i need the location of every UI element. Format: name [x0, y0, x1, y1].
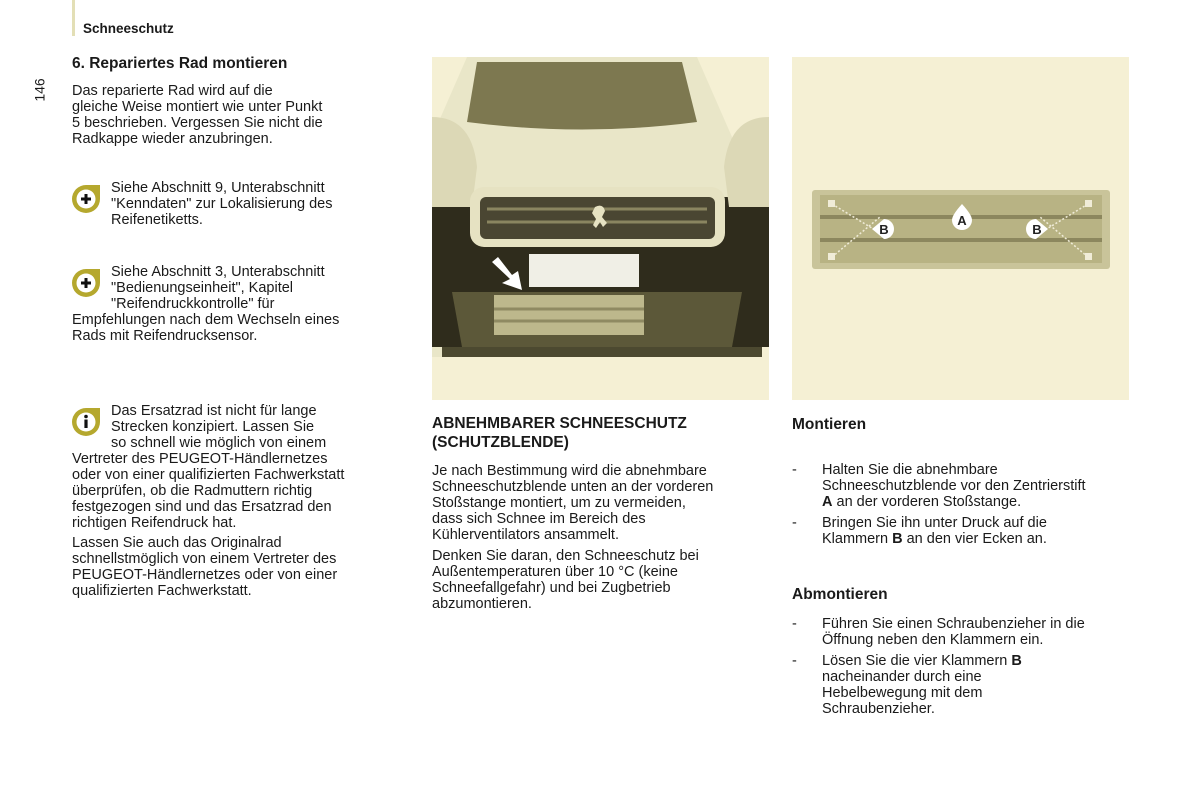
text-line: Stoßstange montiert, um zu vermeiden,	[432, 495, 686, 511]
text-line: "Reifendruckkontrolle" für	[111, 296, 275, 312]
paragraph	[72, 535, 344, 599]
paragraph	[432, 463, 713, 543]
text-line: Außentemperaturen über 10 °C (keine	[432, 564, 678, 580]
bullet-dash: -	[792, 462, 797, 478]
text-line: Empfehlungen nach dem Wechseln eines	[72, 312, 340, 328]
text-line: oder von einer qualifizierten Fachwerkstatt	[72, 467, 345, 483]
text-line: schnellstmöglich von einem Vertreter des	[72, 551, 337, 567]
section-title: Schneeschutz	[83, 21, 174, 36]
text-line: Siehe Abschnitt 3, Unterabschnitt	[111, 264, 325, 280]
note-text-full	[72, 312, 339, 344]
bold-reference: B	[1011, 653, 1022, 669]
paragraph	[432, 548, 699, 612]
paragraph	[72, 83, 323, 147]
text-line: nacheinander durch eine	[822, 669, 982, 685]
label-b-right: B	[1032, 222, 1042, 237]
text-line: (SCHUTZBLENDE)	[432, 434, 569, 451]
text-line: Führen Sie einen Schraubenzieher in die	[822, 616, 1085, 632]
note-text	[111, 180, 333, 228]
text-line: Lösen Sie die vier Klammern B	[822, 653, 1022, 669]
text-line: festgezogen sind und das Ersatzrad den	[72, 499, 332, 515]
page-number: 146	[31, 78, 48, 102]
text-line: A an der vorderen Stoßstange.	[822, 494, 1022, 510]
heading-montieren: Montieren	[792, 416, 867, 433]
label-b-left: B	[879, 222, 889, 237]
header-bar	[72, 0, 75, 36]
text-line: Lassen Sie auch das Originalrad	[72, 535, 282, 551]
note-text-full	[72, 451, 344, 531]
text-line: Vertreter des PEUGEOT-Händlernetzes	[72, 451, 328, 467]
text-line: dass sich Schnee im Bereich des	[432, 511, 646, 527]
text-line: Kühlerventilators ansammelt.	[432, 527, 619, 543]
heading-repariertes-rad: 6. Repariertes Rad montieren	[72, 55, 288, 72]
van-front-illustration	[432, 57, 769, 400]
bold-reference: B	[892, 531, 903, 547]
text-line: Schraubenzieher.	[822, 701, 935, 717]
heading-abmontieren: Abmontieren	[792, 586, 888, 603]
montieren-list	[792, 462, 1152, 552]
text-line: so schnell wie möglich von einem	[111, 435, 327, 451]
text-line: "Kenndaten" zur Lokalisierung des	[111, 196, 333, 212]
bullet-dash: -	[792, 515, 797, 531]
text-line: Das Ersatzrad ist nicht für lange	[111, 403, 317, 419]
text-line: Schneeschutzblende unten an der vorderen	[432, 479, 714, 495]
text-line: qualifizierten Fachwerkstatt.	[72, 583, 252, 599]
list-item	[792, 462, 1152, 510]
text-line: Klammern B an den vier Ecken an.	[822, 531, 1047, 547]
text-line: ABNEHMBARER SCHNEESCHUTZ	[432, 415, 687, 432]
note-text	[72, 264, 339, 344]
text-line: Das reparierte Rad wird auf die	[72, 83, 273, 99]
bullet-dash: -	[792, 616, 797, 632]
text-line: 5 beschrieben. Vergessen Sie nicht die	[72, 115, 323, 131]
list-item	[792, 653, 1152, 717]
bullet-dash: -	[792, 653, 797, 669]
text-line: Bringen Sie ihn unter Druck auf die	[822, 515, 1047, 531]
text-line: Denken Sie daran, den Schneeschutz bei	[432, 548, 699, 564]
text-line: Halten Sie die abnehmbare	[822, 462, 998, 478]
snow-shield-diagram	[792, 57, 1129, 400]
bold-reference: A	[822, 494, 833, 510]
text-line: Strecken konzipiert. Lassen Sie	[111, 419, 315, 435]
text-line: Reifenetiketts.	[111, 212, 203, 228]
text-line: Je nach Bestimmung wird die abnehmbare	[432, 463, 707, 479]
text-line: abzumontieren.	[432, 596, 532, 612]
label-a: A	[957, 213, 967, 228]
note-text-indented	[72, 264, 339, 312]
text-line: Öffnung neben den Klammern ein.	[822, 632, 1044, 648]
plus-info-icon	[71, 184, 101, 214]
text-line: gleiche Weise montiert wie unter Punkt	[72, 99, 323, 115]
text-line: richtigen Reifendruck hat.	[72, 515, 237, 531]
text-line: Radkappe wieder anzubringen.	[72, 131, 273, 147]
heading-abnehmbarer-schneeschutz	[432, 414, 687, 452]
note-text	[72, 403, 344, 599]
text-line: Schneeschutzblende vor den Zentrierstift	[822, 478, 1086, 494]
text-line: Rads mit Reifendrucksensor.	[72, 328, 258, 344]
text-line: PEUGEOT-Händlernetzes oder von einer	[72, 567, 338, 583]
abmontieren-list	[792, 616, 1152, 722]
text-line: Schneefallgefahr) und bei Zugbetrieb	[432, 580, 671, 596]
text-line: Hebelbewegung mit dem	[822, 685, 983, 701]
list-item	[792, 616, 1152, 648]
text-line: überprüfen, ob die Radmuttern richtig	[72, 483, 313, 499]
note-text-indented	[72, 403, 344, 451]
text-line: "Bedienungseinheit", Kapitel	[111, 280, 294, 296]
list-item	[792, 515, 1152, 547]
text-line: Siehe Abschnitt 9, Unterabschnitt	[111, 180, 325, 196]
